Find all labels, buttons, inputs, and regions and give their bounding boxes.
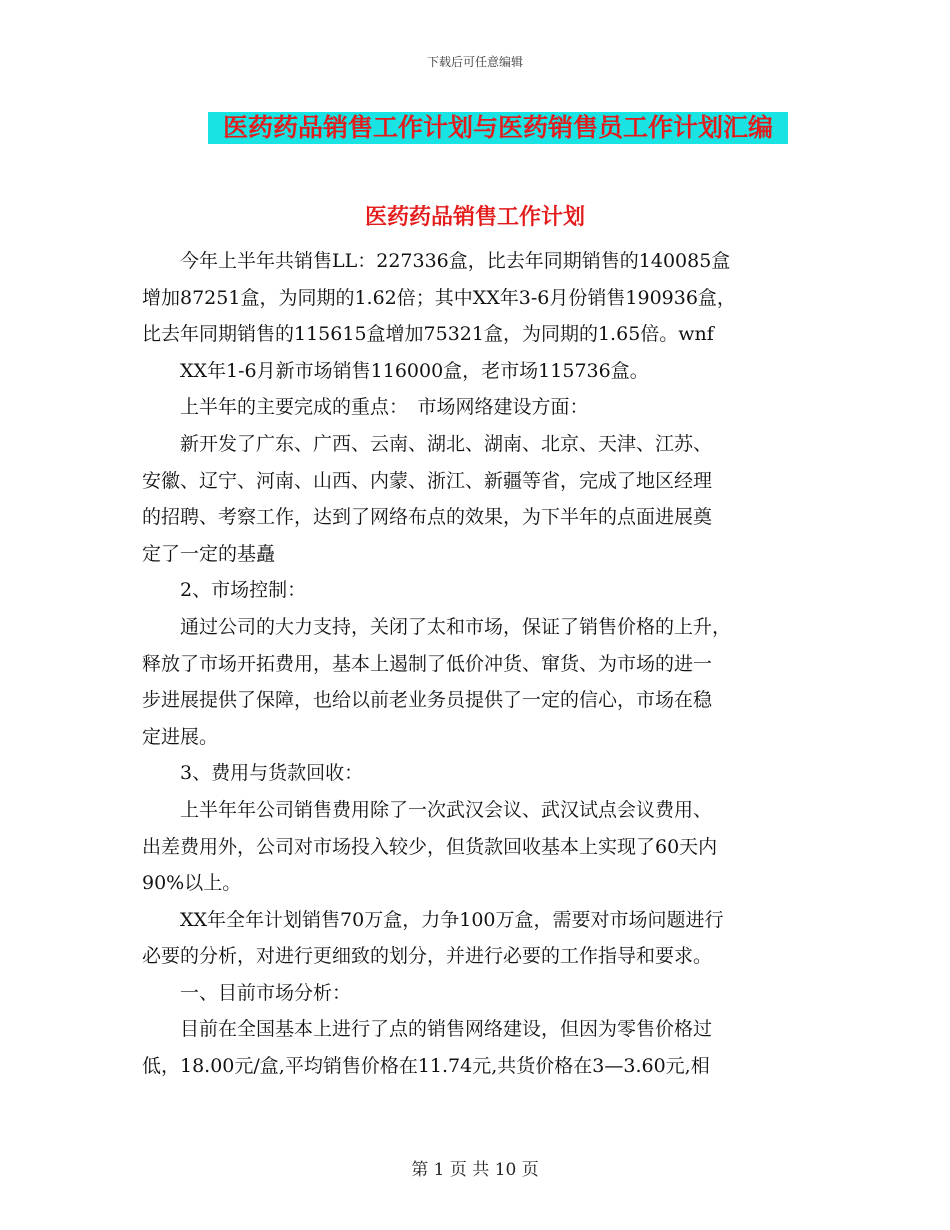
body-line: 比去年同期销售的115615盒增加75321盒，为同期的1.65倍。wnf — [142, 323, 714, 346]
page-footer: 第 1 页 共 10 页 — [411, 1160, 539, 1180]
body-line: 90%以上。 — [142, 872, 242, 895]
body-line: 释放了市场开拓费用，基本上遏制了低价冲货、窜货、为市场的进一 — [142, 652, 713, 675]
body-line: 安徽、辽宁、河南、山西、内蒙、浙江、新疆等省，完成了地区经理 — [142, 469, 713, 492]
body-line: 新开发了广东、广西、云南、湖北、湖南、北京、天津、江苏、 — [142, 432, 713, 455]
body-line: 出差费用外，公司对市场投入较少，但货款回收基本上实现了60天内 — [142, 835, 718, 858]
body-line: 上半年年公司销售费用除了一次武汉会议、武汉试点会议费用、 — [142, 798, 713, 821]
body-line: 的招聘、考察工作，达到了网络布点的效果，为下半年的点面进展奠 — [142, 506, 713, 529]
section-title: 医药药品销售工作计划 — [364, 205, 585, 230]
body-line: 2、市场控制： — [142, 579, 307, 602]
body-text — [142, 243, 808, 1085]
body-line: 通过公司的大力支持，关闭了太和市场，保证了销售价格的上升， — [142, 615, 732, 638]
document-title: 医药药品销售工作计划与医药销售员工作计划汇编 — [208, 112, 788, 144]
body-line: 3、费用与货款回收： — [142, 762, 364, 785]
body-line: 一、目前市场分析： — [142, 981, 352, 1004]
header-note: 下载后可任意编辑 — [426, 55, 523, 69]
body-line: 定进展。 — [142, 725, 219, 748]
body-line: 增加87251盒，为同期的1.62倍；其中XX年3-6月份销售190936盒， — [142, 286, 736, 309]
body-line: 定了一定的基矗 — [142, 542, 276, 565]
body-line: 步进展提供了保障，也给以前老业务员提供了一定的信心，市场在稳 — [142, 689, 713, 712]
body-line: 低，18.00元/盒,平均销售价格在11.74元,共货价格在3—3.60元,相 — [142, 1055, 710, 1078]
body-line: XX年1-6月新市场销售116000盒，老市场115736盒。 — [142, 359, 649, 382]
body-line: 必要的分析，对进行更细致的划分，并进行必要的工作指导和要求。 — [142, 945, 713, 968]
body-line: XX年全年计划销售70万盒，力争100万盒，需要对市场问题进行 — [142, 908, 724, 931]
body-line: 目前在全国基本上进行了点的销售网络建设，但因为零售价格过 — [142, 1018, 713, 1041]
body-line: 上半年的主要完成的重点： 市场网络建设方面： — [142, 396, 589, 419]
body-line: 今年上半年共销售LL：227336盒，比去年同期销售的140085盒 — [142, 250, 731, 272]
